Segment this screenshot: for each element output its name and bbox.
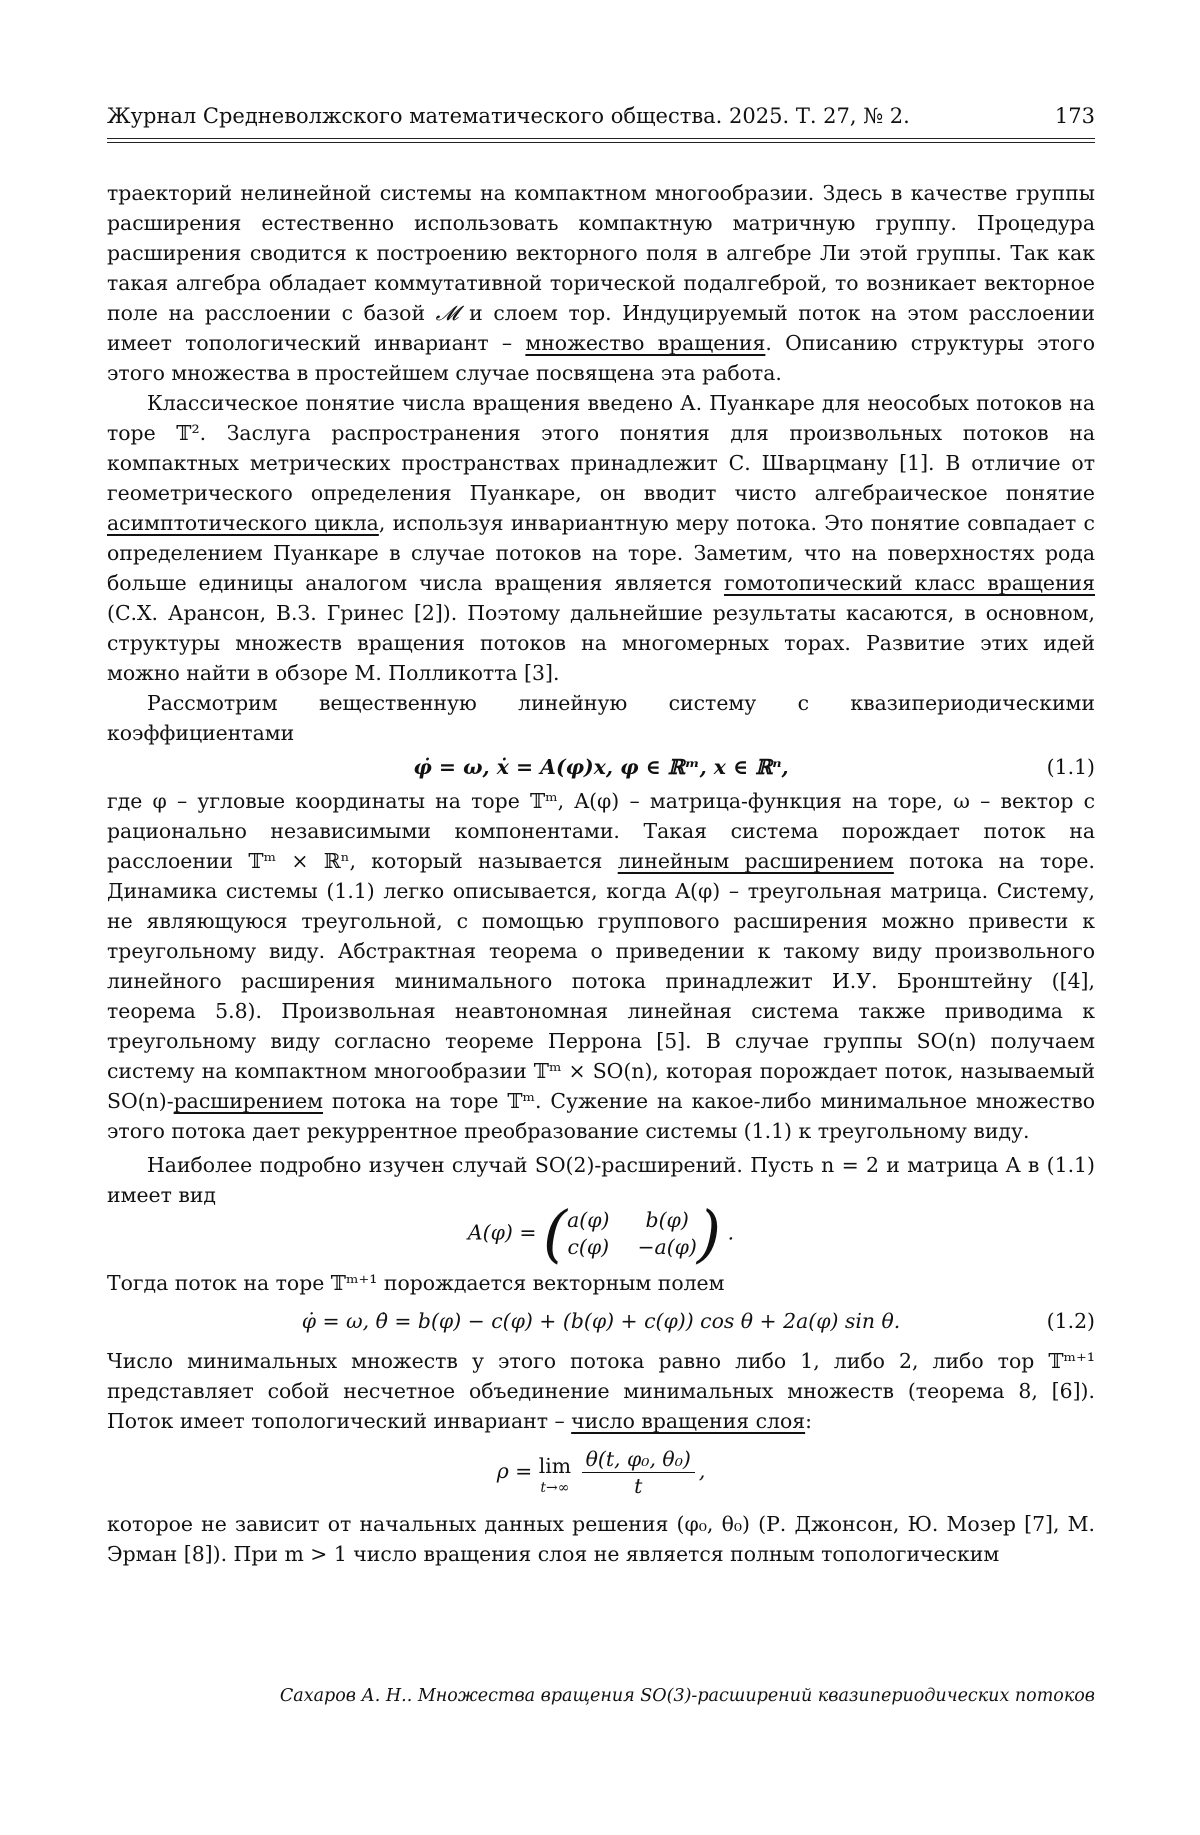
equation-1-2-body: φ̇ = ω, θ̇ = b(φ) − c(φ) + (b(φ) + c(φ)) cos θ + 2a(φ) sin θ. xyxy=(301,1309,901,1333)
page-number: 173 xyxy=(1054,104,1095,128)
matrix-cell: b(φ) xyxy=(645,1208,689,1232)
article-body xyxy=(107,178,1095,1569)
matrix-cell: c(φ) xyxy=(567,1235,610,1259)
equation-1-1 xyxy=(107,752,1095,782)
equation-rho: ρ = lim t→∞ $\frac{\text{θ(t, φ₀, θ₀)}}{t}$ , xyxy=(496,1447,706,1498)
matrix-equation: A(φ) = ( a(φ) b(φ) c(φ) −a(φ) ) . xyxy=(467,1197,735,1270)
paragraph-4: где φ – угловые координаты на торе 𝕋ᵐ, A(φ) – матрица-функция на торе, ω – вектор с рационально независимыми компонентами. Такая система порождает поток на расслоении 𝕋ᵐ × ℝⁿ, который называется линейным расширением потока на торе. Динамика системы (1.1) легко описывается, когда A(φ) – треугольная матрица. Систему, не являющуюся треугольной, с помощью группового расширения можно привести к треугольному виду. Абстрактная теорема о приведении к такому виду произвольного линейного расширения минимального потока принадлежит И.У. Бронштейну ([4], теорема 5.8). Произвольная неавтономная линейная система также приводима к треугольному виду согласно теореме Перрона [5]. В случае группы SO(n) получаем систему на компактном многообразии 𝕋ᵐ × SO(n), которая порождает поток, называемый SO(n)-расширением потока на торе 𝕋ᵐ. Сужение на какое-либо минимальное множество этого потока дает рекуррентное преобразование системы (1.1) к треугольному виду. xyxy=(107,789,1095,1143)
equation-number: (1.1) xyxy=(1046,755,1095,779)
running-footer: Сахаров А. Н.. Множества вращения SO(3)-расширений квазипериодических потоков xyxy=(279,1686,1095,1706)
base-symbol: 𝓜 xyxy=(435,301,459,325)
matrix-lhs: A(φ) = xyxy=(467,1220,537,1245)
header-rule-top xyxy=(107,138,1095,139)
journal-title: Журнал Средневолжского математического общества. 2025. Т. 27, № 2. xyxy=(107,104,910,128)
term-fiber-rotation-number: число вращения слоя xyxy=(571,1409,806,1433)
equation-1-2 xyxy=(107,1306,1095,1336)
limit-operator: lim t→∞ xyxy=(538,1453,572,1496)
term-homotopy-class: гомотопический класс вращения xyxy=(723,571,1095,595)
fraction: $\frac{\text{θ(t, φ₀, θ₀)}}{t}$ xyxy=(582,1446,695,1499)
header-rule-bottom xyxy=(107,142,1095,143)
paragraph-1: траекторий нелинейной системы на компактном многообразии. Здесь в качестве группы расширения естественно использовать компактную матричную группу. Процедура расширения сводится к построению векторного поля в алгебре Ли этой группы. Так как такая алгебра обладает коммутативной торической подалгеброй, то возникает векторное поле на расслоении с базой 𝓜 и слоем тор. Индуцируемый поток на этом расслоении имеет топологический инвариант – множество вращения. Описанию структуры этого этого множества в простейшем случае посвящена эта работа. xyxy=(107,181,1095,385)
paragraph-2: Классическое понятие числа вращения введено А. Пуанкаре для неособых потоков на торе 𝕋². Заслуга распространения этого понятия для произвольных потоков на компактных метрических пространствах принадлежит С. Шварцману [1]. В отличие от геометрического определения Пуанкаре, он вводит чисто алгебраическое понятие асимптотического цикла, используя инвариантную меру потока. Это понятие совпадает с определением Пуанкаре в случае потоков на торе. Заметим, что на поверхностях рода больше единицы аналогом числа вращения является гомотопический класс вращения (С.Х. Арансон, В.З. Гринес [2]). Поэтому дальнейшие результаты касаются, в основном, структуры множеств вращения потоков на многомерных торах. Развитие этих идей можно найти в обзоре М. Полликотта [3]. xyxy=(107,391,1095,685)
paragraph-5: Наиболее подробно изучен случай SO(2)-расширений. Пусть n = 2 и матрица A в (1.1) имеет вид xyxy=(107,1153,1095,1207)
term-asymptotic-cycle: асимптотического цикла xyxy=(107,511,379,535)
matrix-cell: −a(φ) xyxy=(637,1235,697,1259)
matrix-cell: a(φ) xyxy=(567,1208,610,1232)
paragraph-3: Рассмотрим вещественную линейную систему с квазипериодическими коэффициентами xyxy=(107,691,1095,745)
term-rotation-set: множество вращения xyxy=(525,331,766,355)
paragraph-7: Число минимальных множеств у этого потока равно либо 1, либо 2, либо тор 𝕋ᵐ⁺¹ представляет собой несчетное объединение минимальных множеств (теорема 8, [6]). Поток имеет топологический инвариант – число вращения слоя: xyxy=(107,1349,1095,1433)
paragraph-8: которое не зависит от начальных данных решения (φ₀, θ₀) (Р. Джонсон, Ю. Мозер [7], М. Эрман [8]). При m > 1 число вращения слоя не является полным топологическим xyxy=(107,1512,1095,1566)
matrix: ( a(φ) b(φ) c(φ) −a(φ) ) xyxy=(542,1197,722,1270)
running-header xyxy=(107,104,1095,128)
term-extension: расширением xyxy=(173,1089,324,1113)
paragraph-6: Тогда поток на торе 𝕋ᵐ⁺¹ порождается векторным полем xyxy=(107,1271,725,1295)
equation-number: (1.2) xyxy=(1046,1309,1095,1333)
equation-1-1-body: φ̇ = ω, ẋ = A(φ)x, φ ∈ ℝᵐ, x ∈ ℝⁿ, xyxy=(413,755,789,779)
term-linear-extension: линейным расширением xyxy=(617,849,894,873)
